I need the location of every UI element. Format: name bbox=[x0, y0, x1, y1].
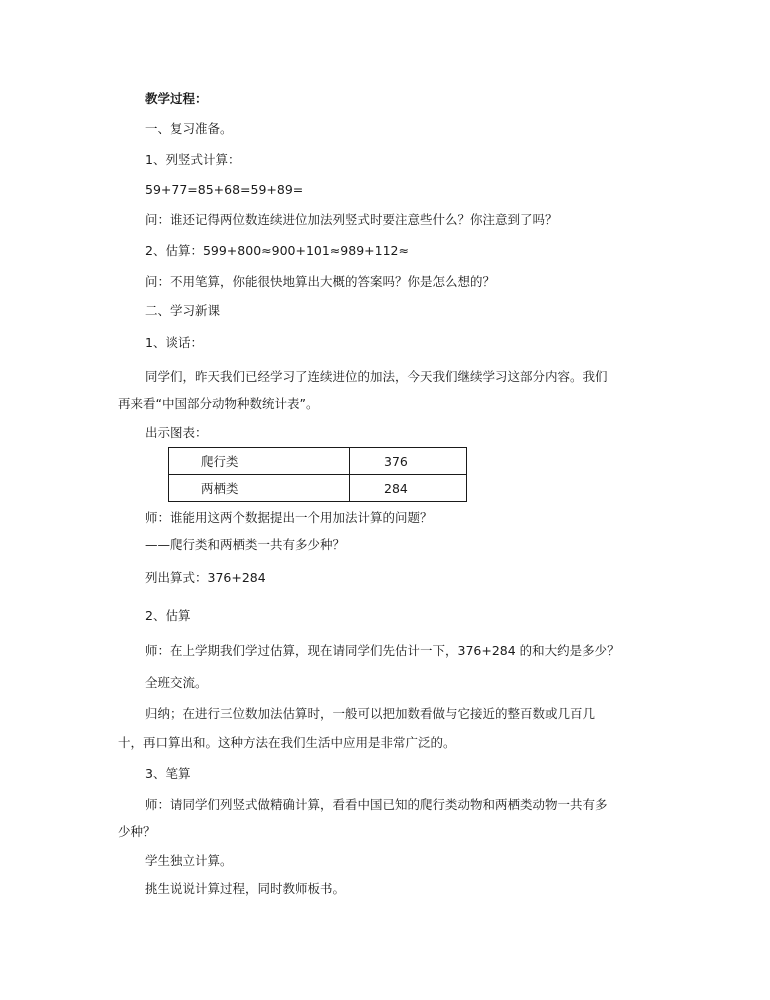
written-calc-title: 3、笔算 bbox=[145, 766, 191, 781]
section-new-lesson-title: 二、学习新课 bbox=[145, 303, 221, 318]
table-row bbox=[169, 448, 467, 475]
table-cell-value: 376 bbox=[350, 448, 467, 475]
table-cell-value: 284 bbox=[350, 475, 467, 502]
board-writing-note: 挑生说说计算过程，同时教师板书。 bbox=[145, 881, 346, 896]
table-cell-category: 两栖类 bbox=[169, 475, 350, 502]
student-independent-calc: 学生独立计算。 bbox=[145, 853, 233, 868]
teacher-question-1: 师：谁能用这两个数据提出一个用加法计算的问题？ bbox=[145, 510, 433, 525]
estimate-section-title: 2、估算 bbox=[145, 608, 191, 623]
table-cell-category: 爬行类 bbox=[169, 448, 350, 475]
talk-paragraph-line-2: 再来看“中国部分动物种数统计表”。 bbox=[118, 396, 319, 411]
item-vertical-calc-title: 1、列竖式计算： bbox=[145, 152, 241, 167]
heading-teaching-process: 教学过程： bbox=[145, 91, 208, 106]
summary-line-1: 归纳；在进行三位数加法估算时，一般可以把加数看做与它接近的整百数或几百几 bbox=[145, 706, 596, 721]
review-question-1: 问：谁还记得两位数连续进位加法列竖式时要注意些什么？你注意到了吗？ bbox=[145, 212, 558, 227]
animal-species-table bbox=[168, 447, 467, 502]
class-discussion: 全班交流。 bbox=[145, 675, 208, 690]
answer-question-1: ——爬行类和两栖类一共有多少种？ bbox=[145, 537, 346, 552]
section-review-title: 一、复习准备。 bbox=[145, 121, 233, 136]
teacher-question-3-line-2: 少种？ bbox=[118, 824, 156, 839]
teacher-question-2: 师：在上学期我们学过估算，现在请同学们先估计一下，376+284 的和大约是多少？ bbox=[145, 643, 620, 658]
show-chart-label: 出示图表： bbox=[145, 425, 208, 440]
review-question-2: 问：不用笔算，你能很快地算出大概的答案吗？你是怎么想的？ bbox=[145, 274, 496, 289]
table-row bbox=[169, 475, 467, 502]
talk-title: 1、谈话： bbox=[145, 335, 203, 350]
item-estimate-exercises: 2、估算：599+800≈900+101≈989+112≈ bbox=[145, 243, 409, 258]
talk-paragraph-line-1: 同学们，昨天我们已经学习了连续进位的加法，今天我们继续学习这部分内容。我们 bbox=[145, 369, 608, 384]
summary-line-2: 十，再口算出和。这种方法在我们生活中应用是非常广泛的。 bbox=[118, 735, 456, 750]
item-vertical-calc-exercises: 59+77=85+68=59+89= bbox=[145, 182, 304, 197]
formula-line: 列出算式：376+284 bbox=[145, 570, 266, 585]
teacher-question-3-line-1: 师：请同学们列竖式做精确计算，看看中国已知的爬行类动物和两栖类动物一共有多 bbox=[145, 797, 608, 812]
